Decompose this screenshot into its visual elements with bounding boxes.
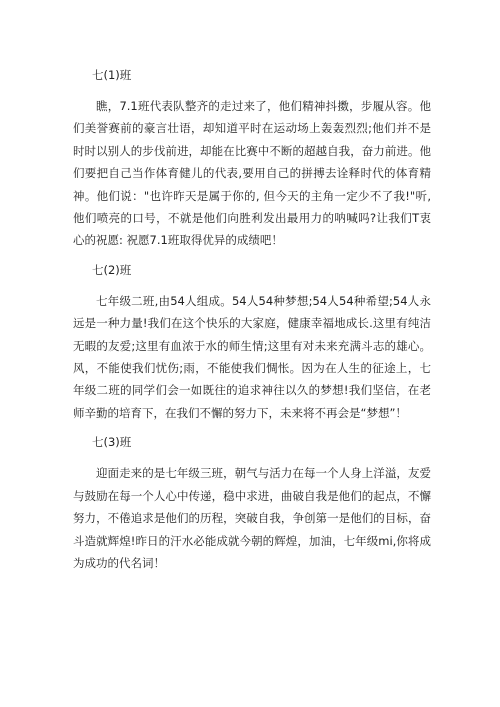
section-heading-class-7-2: 七(2)班 <box>92 262 132 277</box>
section-body-class-7-2: 七年级二班,由54人组成。54人54种梦想;54人54种希望;54人永远是一种力量!我们在这个快乐的大家庭，健康幸福地成长.这里有纯洁无暇的友爱;这里有血浓于水的师生情;这里有对未来充满斗志的雄心。风，不能使我们忧伤;雨，不能使我们惆怅。因为在人生的征途上，七年级二班的同学们会一如既往的追求神往以久的梦想!我们坚信，在老师辛勤的培育下，在我们不懈的努力下，未来将不再会是“梦想”！ <box>73 293 431 420</box>
document-content <box>73 66 431 583</box>
section-heading-class-7-3: 七(3)班 <box>92 435 132 450</box>
section-heading-class-7-1: 七(1)班 <box>92 68 132 82</box>
section-body-class-7-1: 瞧，7.1班代表队整齐的走过来了，他们精神抖擞，步履从容。他们美誉赛前的豪言壮语，却知道平时在运动场上轰轰烈烈;他们并不是时时以别人的步伐前进，却能在比赛中不断的超越自我，奋力前进。他们要把自己当作体育健儿的代表,要用自己的拼搏去诠释时代的体育精神。他们说："也许昨天是属于你的, 但今天的主角一定少不了我!"听, 他们喷亮的口号，不就是他们向胜利发出最用力的呐喊吗?让我们T衷心的祝愿: 祝愿7.1班取得优异的成绩吧！ <box>73 99 431 248</box>
section-body-class-7-3: 迎面走来的是七年级三班，朝气与活力在每一个人身上洋溢，友爱与鼓励在每一个人心中传递，稳中求进，曲破自我是他们的起点，不懈努力，不倦追求是他们的历程，突破自我，争创第一是他们的目标，奋斗造就辉煌!昨日的汗水必能成就今朝的辉煌，加油，七年级mi,你将成为成功的代名词！ <box>73 466 431 570</box>
